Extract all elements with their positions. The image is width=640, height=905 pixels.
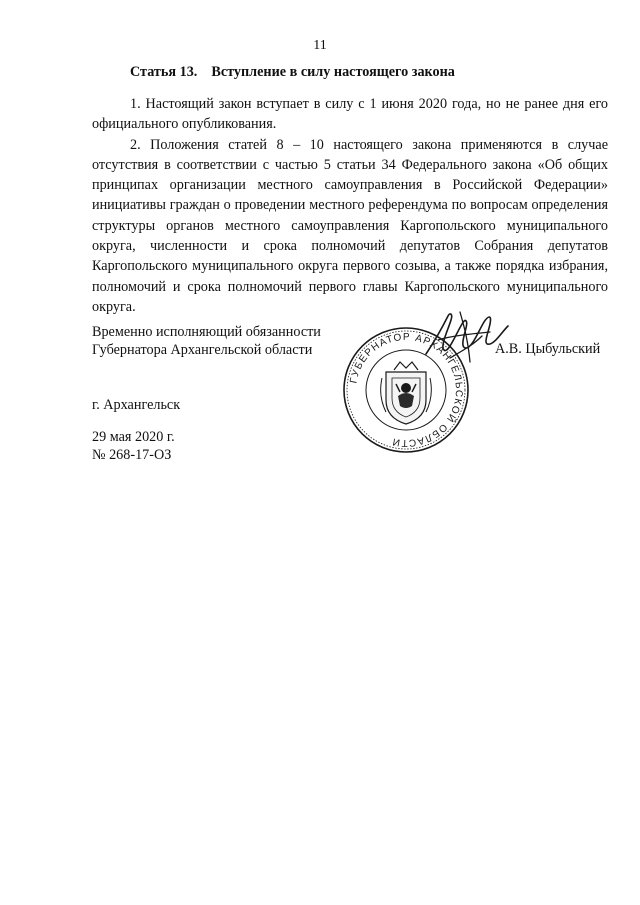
handwritten-signature (420, 306, 512, 368)
paragraph-1: 1. Настоящий закон вступает в силу с 1 июня 2020 года, но не ранее дня его официального опубликования. (92, 96, 608, 133)
article-heading (130, 64, 455, 81)
signatory-name: А.В. Цыбульский (495, 341, 601, 357)
date-and-number (92, 428, 175, 464)
position-line-1: Временно исполняющий обязанности (92, 324, 321, 340)
article-number: Статья 13. (130, 64, 198, 80)
page-number: 11 (313, 38, 327, 53)
coat-of-arms-icon (381, 362, 432, 424)
seal-text: ГУБЕРНАТОР АРХАНГЕЛЬСКОЙ ОБЛАСТИ (348, 331, 465, 449)
article-title: Вступление в силу настоящего закона (211, 64, 455, 80)
article-body (92, 94, 608, 317)
signatory-position (92, 323, 321, 359)
signing-date: 29 мая 2020 г. (92, 429, 175, 445)
law-number: № 268-17-ОЗ (92, 447, 172, 463)
paragraph-2: 2. Положения статей 8 – 10 настоящего закона применяются в случае отсутствия в соответствии с частью 5 статьи 34 Федерального закона «Об общих принципах организации местного самоуправления в Российской Федерации» инициативы граждан о проведении местного референдума по вопросам определения структуры органов местного самоуправления Каргопольского муниципального округа, численности и срока полномочий депутатов Собрания депутатов Каргопольского муниципального округа первого созыва, а также порядка избрания, полномочий и срока полномочий первого главы Каргопольского муниципального округа. (92, 136, 608, 315)
position-line-2: Губернатора Архангельской области (92, 342, 313, 358)
place-of-signing: г. Архангельск (92, 397, 181, 413)
